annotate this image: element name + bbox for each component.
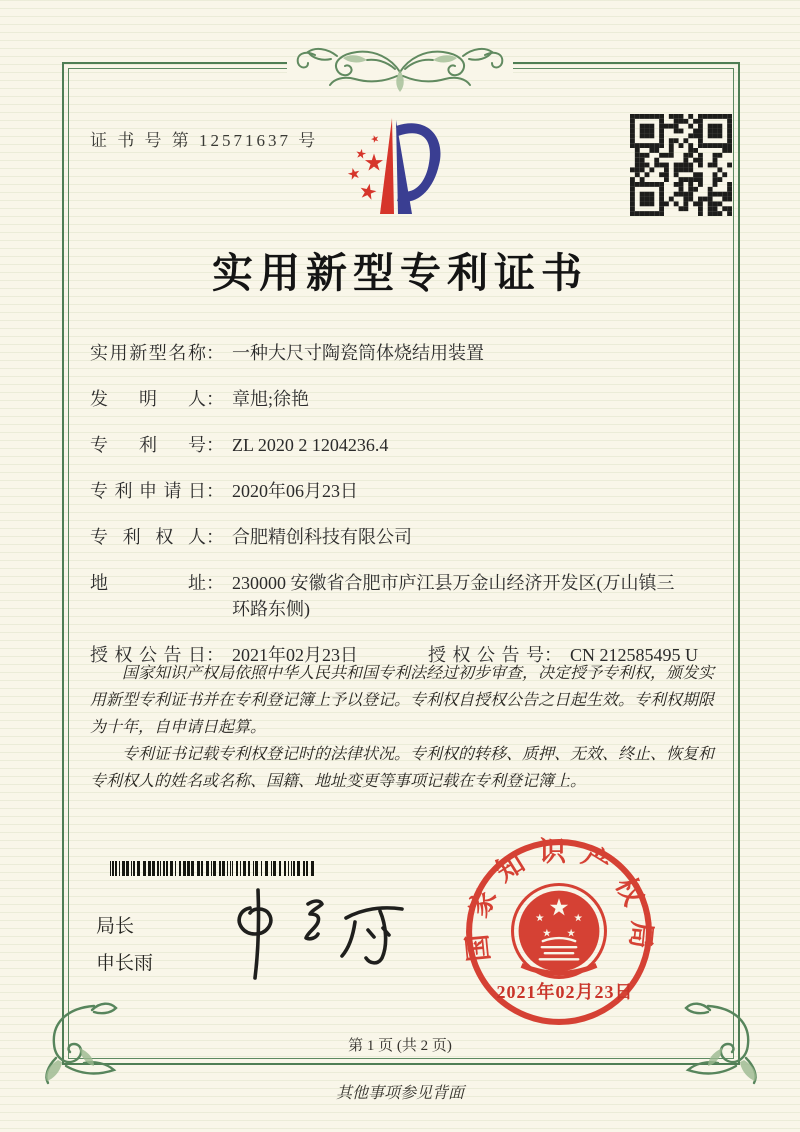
field-row-address xyxy=(90,570,715,622)
field-value: 合肥精创科技有限公司 xyxy=(232,527,412,547)
field-colon: ： xyxy=(206,527,224,547)
barcode-icon xyxy=(110,861,316,876)
field-row-patent-number xyxy=(90,432,715,458)
field-colon: ： xyxy=(206,343,224,363)
field-row-filing-date xyxy=(90,478,715,504)
field-row-inventor xyxy=(90,386,715,412)
certificate-title: 实用新型专利证书 xyxy=(212,250,588,296)
field-colon: ： xyxy=(206,435,224,455)
signer-title: 局长 xyxy=(96,916,135,937)
field-value: 章旭;徐艳 xyxy=(232,389,310,409)
field-label: 授权公告号 xyxy=(428,645,544,665)
field-label: 发明人 xyxy=(90,389,206,409)
legal-paragraph: 国家知识产权局依照中华人民共和国专利法经过初步审查，决定授予专利权，颁发实用新型专利证书并在专利登记簿上予以登记。专利权自授权公告之日起生效。专利权期限为十年，自申请日起算。 xyxy=(90,665,715,736)
field-row-patentee xyxy=(90,524,715,550)
seal-date: 2021年02月23日 xyxy=(496,982,634,1002)
seal-ring-text: 国家知识产权局 xyxy=(463,836,655,963)
field-label: 专利权人 xyxy=(90,527,206,547)
field-label: 地址 xyxy=(90,573,206,593)
qr-code-icon xyxy=(630,114,732,216)
field-colon: ： xyxy=(544,645,562,665)
field-label: 实用新型名称 xyxy=(90,343,206,363)
certificate-number: 证 书 号 第 12571637 号 xyxy=(90,131,319,150)
field-value: 230000 安徽省合肥市庐江县万金山经济开发区(万山镇三环路东侧) xyxy=(232,573,675,619)
field-colon: ： xyxy=(206,389,224,409)
cnipa-logo-icon xyxy=(334,110,466,237)
field-colon: ： xyxy=(206,481,224,501)
top-flourish-ornament-icon xyxy=(285,36,515,105)
signer-block xyxy=(96,908,153,982)
field-value: ZL 2020 2 1204236.4 xyxy=(232,435,389,455)
signer-name: 申长雨 xyxy=(96,953,154,974)
page-number: 第 1 页 (共 2 页) xyxy=(348,1038,452,1054)
field-label: 授权公告日 xyxy=(90,645,206,665)
handwritten-signature-icon xyxy=(222,876,422,993)
field-row-invention-name xyxy=(90,340,715,366)
field-colon: ： xyxy=(206,645,224,665)
field-value: CN 212585495 U xyxy=(570,645,699,665)
certificate-fields xyxy=(90,340,715,688)
field-colon: ： xyxy=(206,573,224,593)
field-label: 专利申请日 xyxy=(90,481,206,501)
back-side-note: 其他事项参见背面 xyxy=(335,1085,464,1102)
legal-paragraph: 专利证书记载专利权登记时的法律状况。专利权的转移、质押、无效、终止、恢复和专利权人的姓名或名称、国籍、地址变更等事项记载在专利登记簿上。 xyxy=(90,746,715,790)
field-value: 一种大尺寸陶瓷筒体烧结用装置 xyxy=(232,343,484,363)
legal-text-block xyxy=(90,660,714,795)
field-label: 专利号 xyxy=(90,435,206,455)
field-value: 2020年06月23日 xyxy=(232,481,358,501)
field-value: 2021年02月23日 xyxy=(232,645,358,665)
